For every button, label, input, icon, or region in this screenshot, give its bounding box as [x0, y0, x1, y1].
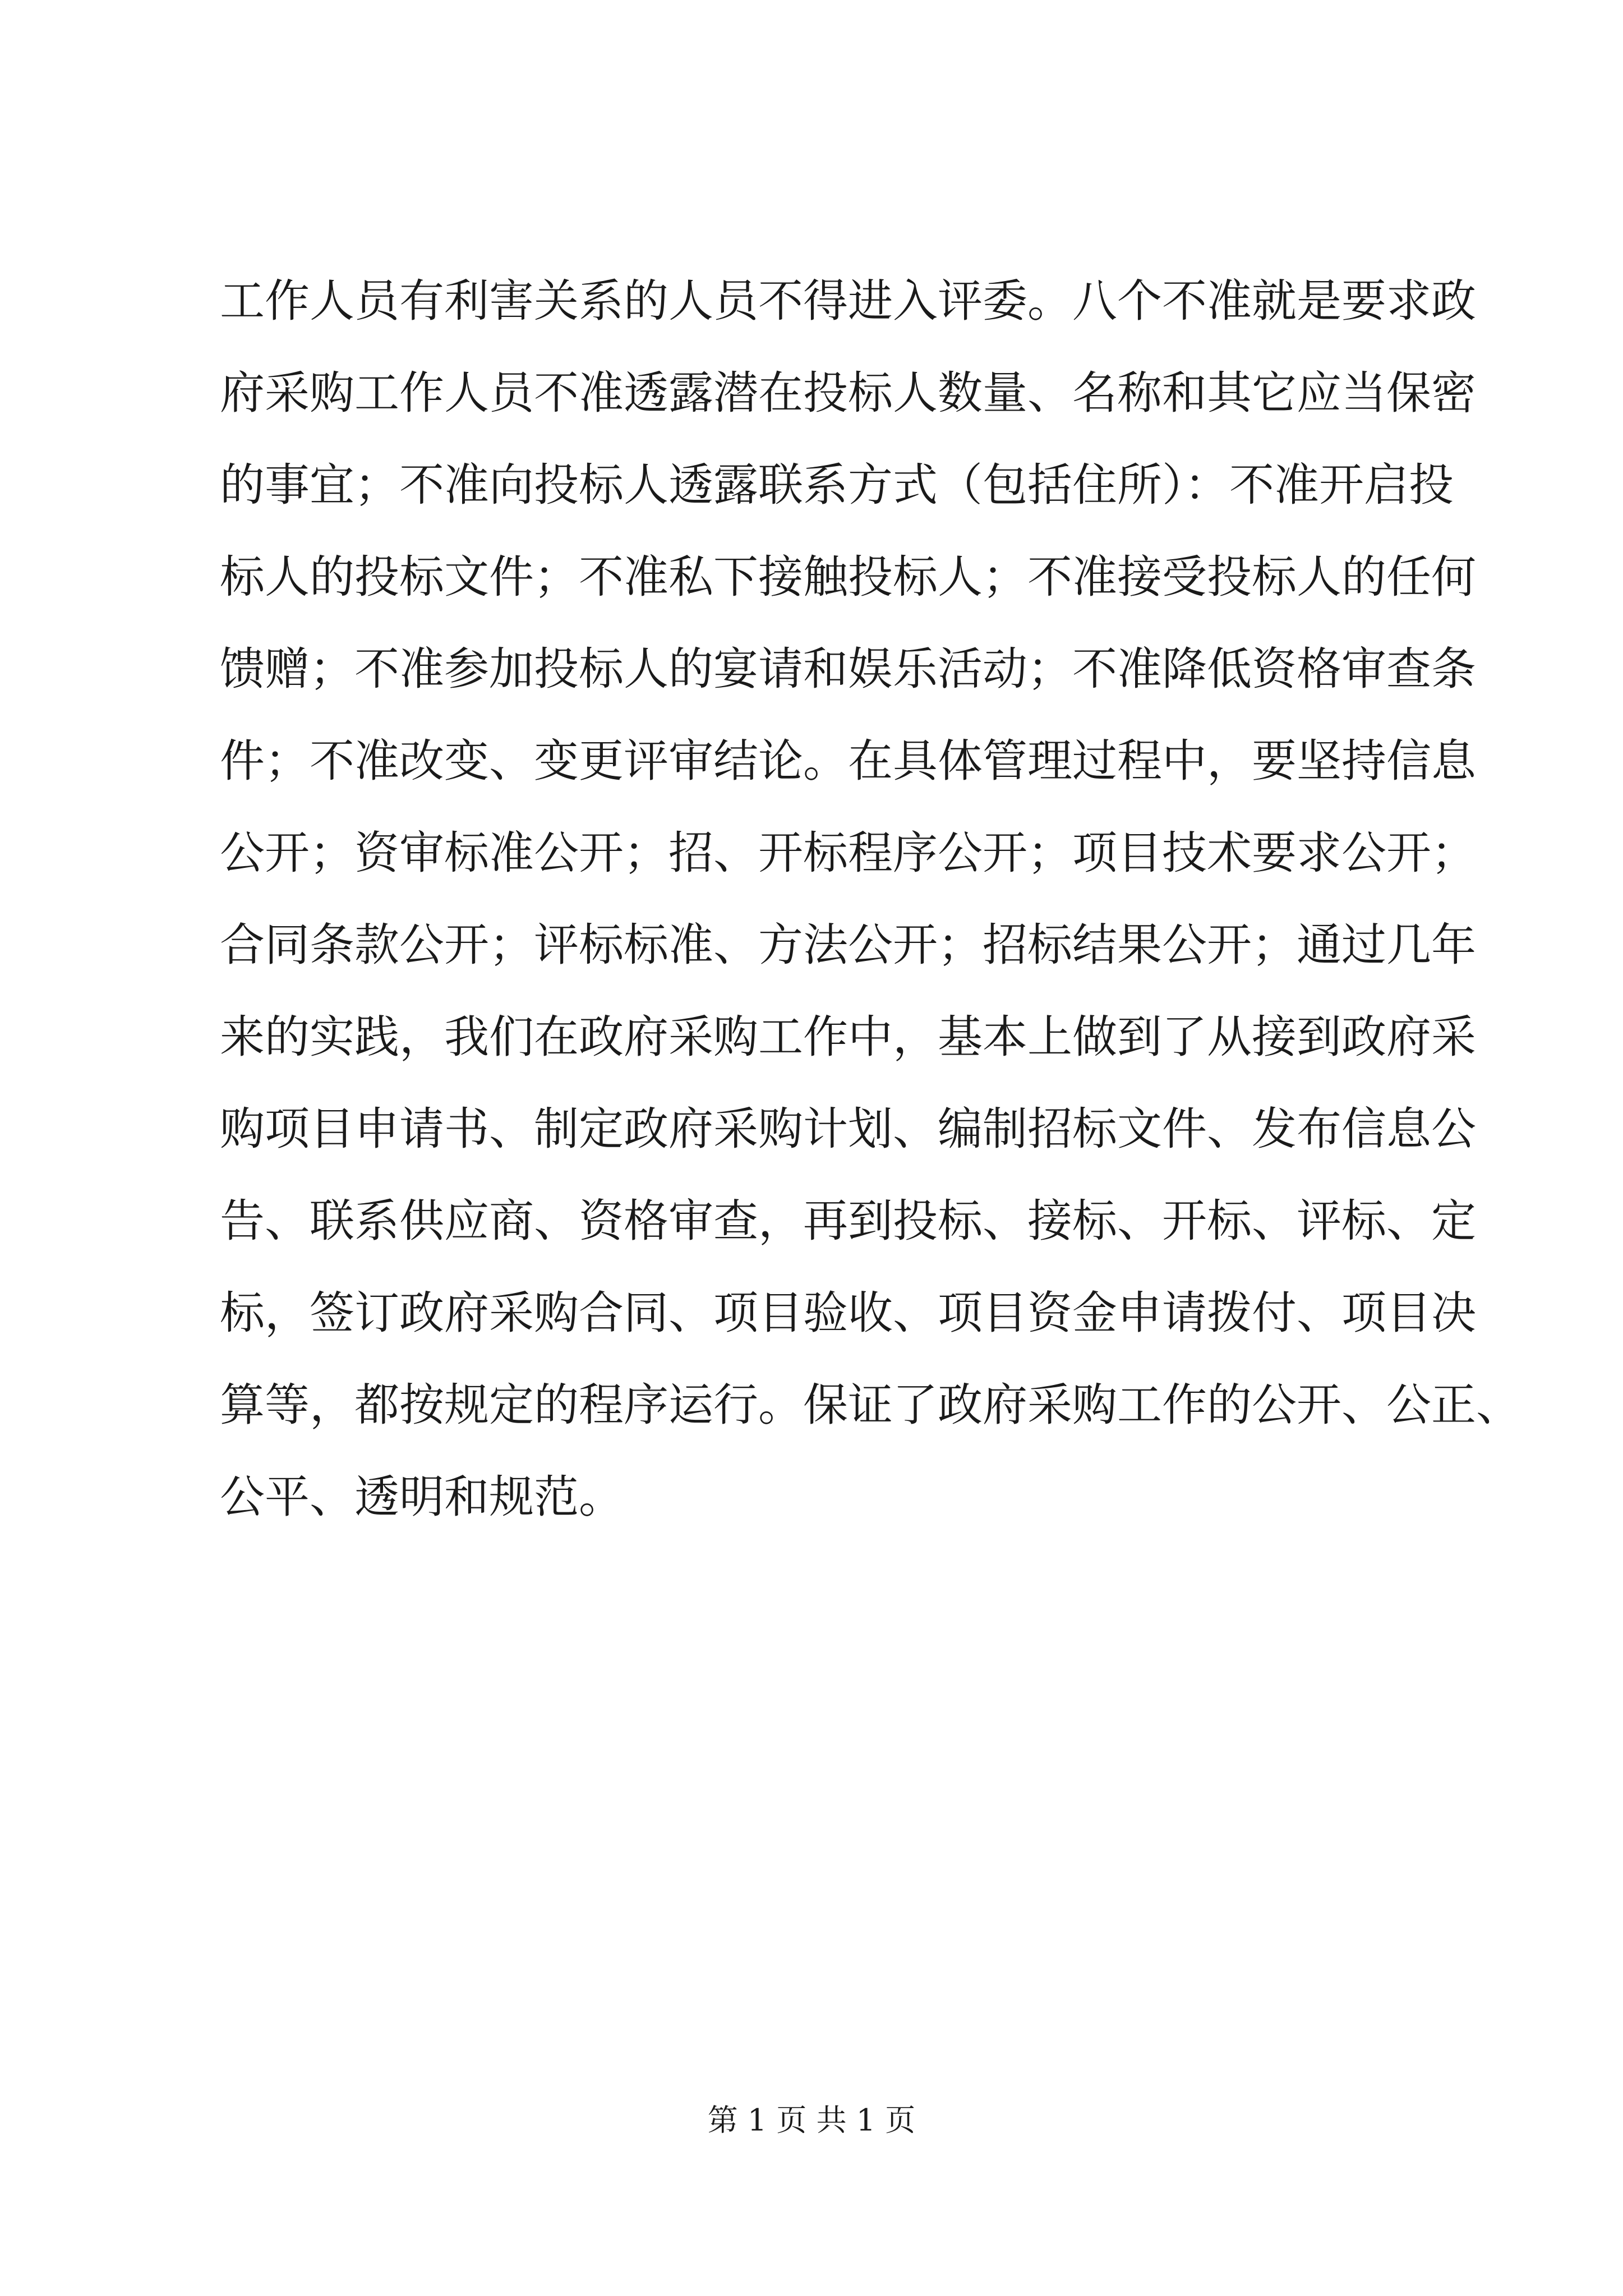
- paragraph-line: 馈赠；不准参加投标人的宴请和娱乐活动；不准降低资格审查条: [220, 643, 1476, 695]
- paragraph-line: 合同条款公开；评标标准、方法公开；招标结果公开；通过几年: [220, 919, 1476, 971]
- paragraph-line: 标，签订政府采购合同、项目验收、项目资金申请拨付、项目决: [220, 1287, 1476, 1339]
- paragraph-line: 来的实践，我们在政府采购工作中，基本上做到了从接到政府采: [220, 1011, 1476, 1063]
- paragraph-line: 标人的投标文件；不准私下接触投标人；不准接受投标人的任何: [220, 551, 1476, 603]
- paragraph-line: 件；不准改变、变更评审结论。在具体管理过程中，要坚持信息: [220, 735, 1476, 787]
- paragraph-line: 公平、透明和规范。: [220, 1471, 624, 1523]
- paragraph-line: 告、联系供应商、资格审查，再到投标、接标、开标、评标、定: [220, 1195, 1476, 1247]
- paragraph-line: 的事宜；不准向投标人透露联系方式（包括住所）：不准开启投: [220, 459, 1454, 511]
- paragraph-line: 工作人员有利害关系的人员不得进入评委。八个不准就是要求政: [220, 275, 1476, 327]
- paragraph-line: 公开；资审标准公开；招、开标程序公开；项目技术要求公开；: [220, 827, 1476, 879]
- body-paragraph: [220, 255, 1521, 1543]
- paragraph-line: 算等，都按规定的程序运行。保证了政府采购工作的公开、公正、: [220, 1379, 1521, 1431]
- paragraph-line: 府采购工作人员不准透露潜在投标人数量、名称和其它应当保密: [220, 367, 1476, 419]
- paragraph-line: 购项目申请书、制定政府采购计划、编制招标文件、发布信息公: [220, 1103, 1476, 1155]
- page-number-footer: 第 1 页 共 1 页: [707, 2102, 916, 2138]
